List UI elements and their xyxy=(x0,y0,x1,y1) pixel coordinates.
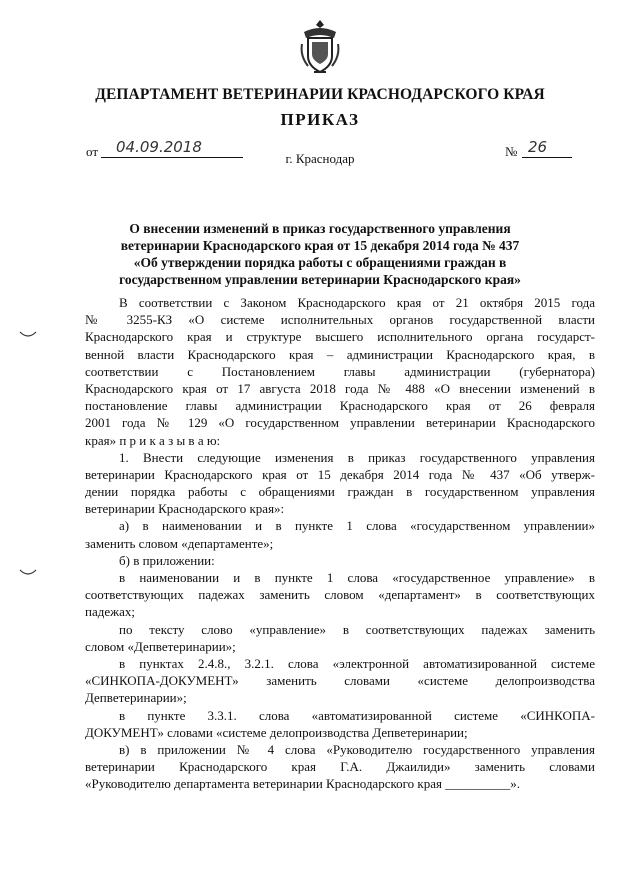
order-title xyxy=(110,220,530,288)
body-line: словом «Депветеринарии»; xyxy=(85,638,236,654)
body-line: 2001 года № 129 «О государственном управлении ветеринарии Краснодарского xyxy=(85,415,595,431)
body-line: края» п р и к а з ы в а ю: xyxy=(85,432,221,448)
body-line: В соответствии с Законом Краснодарского края от 21 октября 2015 года xyxy=(119,295,595,310)
body-line: б) в приложении: xyxy=(119,552,215,568)
body-line: в пунктах 2.4.8., 3.2.1. слова «электронной автоматизированной системе xyxy=(119,655,595,671)
body-line: Краснодарского края от 17 августа 2018 года № 488 «О внесении изменений в xyxy=(85,380,595,396)
body-line: дении порядка работы с обращениями граждан в государственном управления xyxy=(85,484,595,500)
title-line: ветеринарии Краснодарского края от 15 декабря 2014 года № 437 xyxy=(120,238,520,253)
body-line: в наименовании и в пункте 1 слова «государственное управление» в xyxy=(119,570,595,585)
body-line: в) в приложении № 4 слова «Руководителю государственного управления xyxy=(119,741,595,757)
title-line: «Об утверждении порядка работы с обращениями граждан в xyxy=(133,255,507,270)
body-line: венной власти Краснодарского края – администрации Краснодарского края, в xyxy=(85,346,595,362)
body-line: ДОКУМЕНТ» словами «системе делопроизводства Депветеринарии; xyxy=(85,724,468,740)
body-line: № 3255-КЗ «О системе исполнительных органов государственной власти xyxy=(85,312,595,328)
city: г. Краснодар xyxy=(285,151,355,166)
body-line: заменить словом «департаменте»; xyxy=(85,535,274,551)
body-line: постановление главы администрации Краснодарского края от 26 февраля xyxy=(85,398,595,414)
order-body xyxy=(85,294,595,792)
organization-name: ДЕПАРТАМЕНТ ВЕТЕРИНАРИИ КРАСНОДАРСКОГО КРАЯ xyxy=(95,86,545,103)
body-line: соответствии с Постановлением главы администрации (губернатора) xyxy=(85,363,595,379)
document-type: ПРИКАЗ xyxy=(280,110,360,129)
body-line: падежах; xyxy=(85,604,135,620)
coat-of-arms-icon xyxy=(298,18,342,76)
body-line: ветеринарии Краснодарского края Г.А. Джаилиди» заменить словами xyxy=(85,759,595,775)
body-line: Депветеринарии»; xyxy=(85,690,187,706)
body-line: по тексту слово «управление» в соответствующих падежах заменить xyxy=(119,621,595,637)
body-line: «Руководителю департамента ветеринарии Краснодарского края __________». xyxy=(85,776,520,792)
body-line: «СИНКОПА-ДОКУМЕНТ» заменить словами «системе делопроизводства xyxy=(85,673,595,689)
body-line: а) в наименовании и в пункте 1 слова «государственном управлении» xyxy=(119,518,595,534)
date-prefix: от xyxy=(86,144,99,159)
binding-hole-mark-icon xyxy=(18,568,38,578)
body-line: соответствующих падежах заменить словом «департамент» в соответствующих xyxy=(85,587,595,603)
number-prefix: № xyxy=(505,144,518,159)
body-line: Краснодарского края и структуре высшего исполнительного органа государст- xyxy=(85,329,595,345)
body-line: ветеринарии Краснодарского края от 15 декабря 2014 года № 437 «Об утверж- xyxy=(85,466,595,482)
title-line: государственном управлении ветеринарии Краснодарского края» xyxy=(119,272,521,287)
handwritten-number: 26 xyxy=(528,138,548,156)
handwritten-date: 04.09.2018 xyxy=(116,138,202,156)
body-line: в пункте 3.3.1. слова «автоматизированной системе «СИНКОПА- xyxy=(119,707,595,723)
title-line: О внесении изменений в приказ государственного управления xyxy=(129,221,511,236)
body-line: ветеринарии Краснодарского края»: xyxy=(85,501,285,517)
binding-hole-mark-icon xyxy=(18,330,38,340)
body-line: 1. Внести следующие изменения в приказ государственного управления xyxy=(119,449,595,465)
